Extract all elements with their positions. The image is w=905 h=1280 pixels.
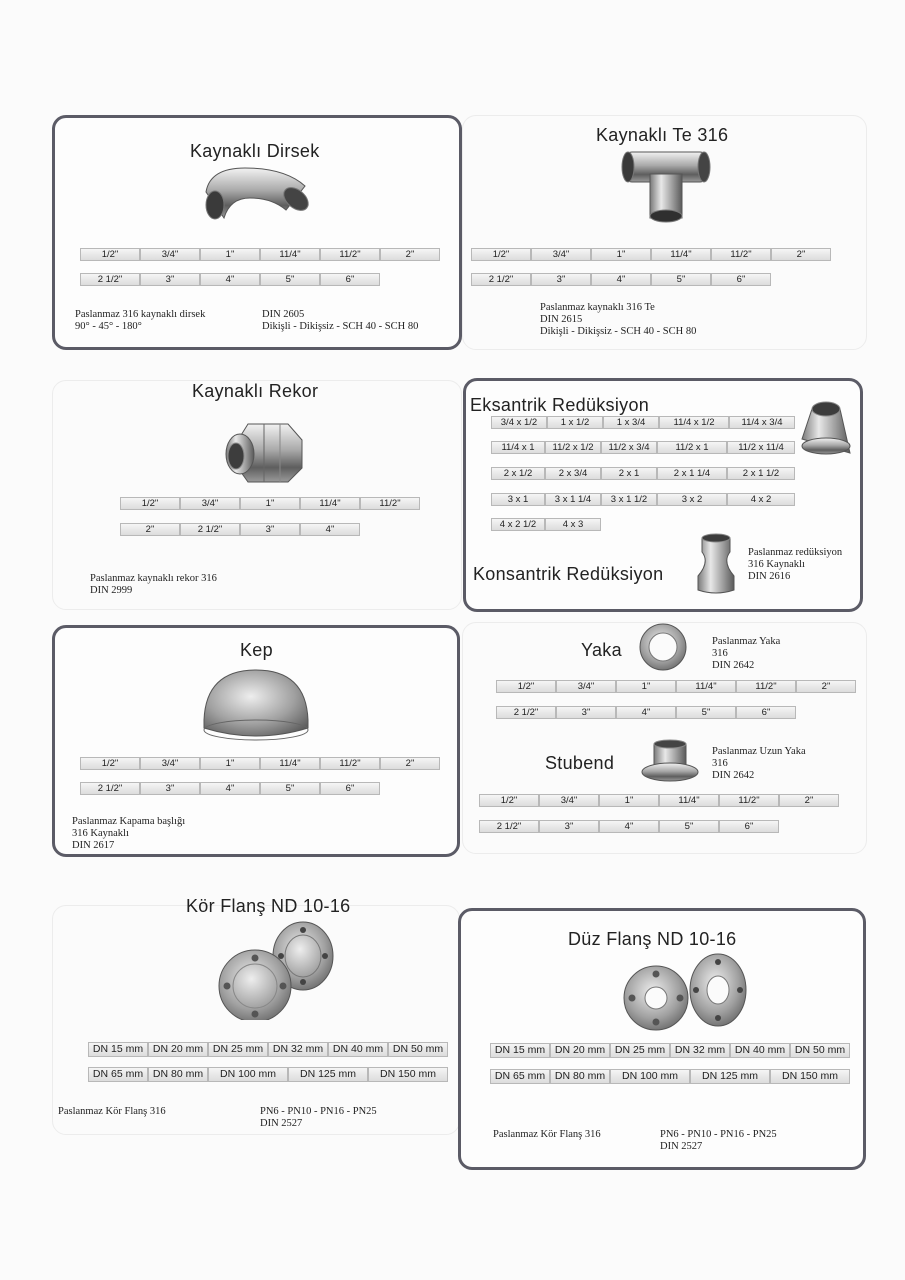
note-line: DIN 2999	[90, 585, 133, 596]
size-cell: 5"	[260, 782, 320, 795]
note-line: Paslanmaz kaynaklı rekor 316	[90, 573, 217, 584]
size-cell: 11/2"	[320, 248, 380, 261]
size-cell: 11/4 x 3/4	[729, 416, 795, 429]
size-cell: 11/4"	[300, 497, 360, 510]
title-kor-flans: Kör Flanş ND 10-16	[186, 896, 351, 916]
size-cell: 3/4"	[531, 248, 591, 261]
size-cell: 11/4"	[676, 680, 736, 693]
size-cell: 3 x 1	[491, 493, 545, 506]
rekor-description	[90, 573, 217, 597]
size-cell: 2"	[380, 757, 440, 770]
size-cell: 4 x 3	[545, 518, 601, 531]
size-cell: 11/2 x 1	[657, 441, 727, 454]
size-cell: 11/4"	[651, 248, 711, 261]
note-line: 316	[712, 648, 728, 659]
dn-cell: DN 20 mm	[148, 1042, 208, 1057]
size-cell: 3"	[531, 273, 591, 286]
size-cell: 2"	[380, 248, 440, 261]
te-description	[540, 302, 696, 338]
size-row-2	[80, 273, 380, 286]
note-line: DIN 2642	[712, 770, 755, 781]
reducer-row-5	[491, 518, 601, 531]
size-cell: 11/2 x 3/4	[601, 441, 657, 454]
note-line: Dikişli - Dikişsiz - SCH 40 - SCH 80	[540, 326, 697, 337]
dn-cell: DN 80 mm	[550, 1069, 610, 1084]
title-stubend: Stubend	[545, 753, 615, 773]
size-cell: 1"	[200, 757, 260, 770]
tee-product-image	[620, 148, 712, 224]
size-cell: 5"	[651, 273, 711, 286]
size-row-2	[471, 273, 771, 286]
size-cell: 4"	[591, 273, 651, 286]
size-cell: 6"	[320, 782, 380, 795]
note-line: Paslanmaz 316 kaynaklı dirsek	[75, 309, 206, 320]
size-row-2	[496, 706, 796, 719]
dn-cell: DN 65 mm	[490, 1069, 550, 1084]
yaka-description	[712, 636, 780, 672]
dn-cell: DN 50 mm	[388, 1042, 448, 1057]
collar-product-image	[638, 622, 688, 672]
stubend-product-image	[640, 738, 700, 784]
size-cell: 3"	[140, 782, 200, 795]
size-row-1	[120, 497, 420, 510]
note-line: Paslanmaz redüksiyon	[748, 547, 843, 558]
size-cell: 11/2"	[711, 248, 771, 261]
size-row-2	[80, 782, 380, 795]
size-cell: 3 x 1 1/4	[545, 493, 601, 506]
title-kaynakli-dirsek: Kaynaklı Dirsek	[190, 141, 320, 161]
size-cell: 1 x 3/4	[603, 416, 659, 429]
size-cell: 2 x 1/2	[491, 467, 545, 480]
size-cell: 3/4 x 1/2	[491, 416, 547, 429]
size-cell: 4 x 2 1/2	[491, 518, 545, 531]
duz-flans-description	[493, 1129, 601, 1141]
size-cell: 3"	[539, 820, 599, 833]
size-cell: 2"	[771, 248, 831, 261]
size-cell: 11/4 x 1/2	[659, 416, 729, 429]
size-row-2	[479, 820, 779, 833]
note-line: DIN 2615	[540, 314, 583, 325]
size-cell: 11/4"	[260, 757, 320, 770]
title-kep: Kep	[240, 640, 273, 660]
dn-row-2	[88, 1067, 448, 1082]
dn-cell: DN 40 mm	[328, 1042, 388, 1057]
kep-description	[72, 816, 185, 852]
size-cell: 6"	[719, 820, 779, 833]
note-line: Paslanmaz Kapama başlığı	[72, 816, 186, 827]
title-konsantrik-reduksiyon: Konsantrik Redüksiyon	[473, 564, 664, 584]
size-cell: 1/2"	[479, 794, 539, 807]
size-cell: 3"	[140, 273, 200, 286]
size-cell: 1 x 1/2	[547, 416, 603, 429]
size-cell: 2"	[779, 794, 839, 807]
size-cell: 3/4"	[180, 497, 240, 510]
note-line: DIN 2527	[660, 1141, 703, 1152]
size-cell: 1/2"	[496, 680, 556, 693]
size-cell: 6"	[711, 273, 771, 286]
dn-row-1	[490, 1043, 850, 1058]
size-cell: 4"	[300, 523, 360, 536]
size-cell: 3"	[556, 706, 616, 719]
concentric-reducer-image	[692, 530, 740, 596]
title-eksantrik-reduksiyon: Eksantrik Redüksiyon	[470, 395, 650, 415]
reducer-row-3	[491, 467, 795, 480]
size-cell: 11/2"	[320, 757, 380, 770]
size-cell: 11/2"	[719, 794, 779, 807]
size-cell: 1"	[599, 794, 659, 807]
size-cell: 3/4"	[140, 757, 200, 770]
dn-cell: DN 150 mm	[770, 1069, 850, 1084]
size-cell: 3"	[240, 523, 300, 536]
size-cell: 11/2"	[736, 680, 796, 693]
size-cell: 2 1/2"	[80, 273, 140, 286]
dn-cell: DN 20 mm	[550, 1043, 610, 1058]
size-cell: 5"	[260, 273, 320, 286]
elbow-product-image	[200, 162, 315, 224]
reduksiyon-description	[748, 547, 842, 583]
size-cell: 3/4"	[140, 248, 200, 261]
size-cell: 5"	[676, 706, 736, 719]
size-cell: 2 1/2"	[479, 820, 539, 833]
title-kaynakli-te: Kaynaklı Te 316	[596, 125, 729, 145]
size-row-2	[120, 523, 360, 536]
size-cell: 2 x 3/4	[545, 467, 601, 480]
dn-cell: DN 125 mm	[690, 1069, 770, 1084]
cap-product-image	[200, 664, 312, 744]
size-cell: 4"	[616, 706, 676, 719]
size-cell: 2 1/2"	[496, 706, 556, 719]
size-cell: 2"	[120, 523, 180, 536]
dn-cell: DN 25 mm	[610, 1043, 670, 1058]
size-cell: 5"	[659, 820, 719, 833]
size-cell: 1/2"	[120, 497, 180, 510]
note-line: Paslanmaz Kör Flanş 316	[58, 1106, 166, 1117]
size-cell: 1"	[616, 680, 676, 693]
reducer-row-2	[491, 441, 795, 454]
size-cell: 3/4"	[539, 794, 599, 807]
size-cell: 11/2 x 1/2	[545, 441, 601, 454]
title-yaka: Yaka	[581, 640, 622, 660]
note-line: DIN 2616	[748, 571, 791, 582]
size-row-1	[80, 248, 440, 261]
dn-cell: DN 50 mm	[790, 1043, 850, 1058]
title-kaynakli-rekor: Kaynaklı Rekor	[192, 381, 319, 401]
size-cell: 4 x 2	[727, 493, 795, 506]
dn-cell: DN 100 mm	[208, 1067, 288, 1082]
dn-cell: DN 80 mm	[148, 1067, 208, 1082]
size-cell: 1"	[591, 248, 651, 261]
slip-on-flange-image	[620, 952, 748, 1032]
size-cell: 6"	[736, 706, 796, 719]
size-cell: 2 x 1 1/4	[657, 467, 727, 480]
note-line: DIN 2527	[260, 1118, 303, 1129]
dn-cell: DN 100 mm	[610, 1069, 690, 1084]
dirsek-description	[75, 309, 205, 333]
note-line: DIN 2605	[262, 309, 305, 320]
dn-cell: DN 150 mm	[368, 1067, 448, 1082]
kor-flans-standard	[260, 1106, 377, 1130]
dn-cell: DN 15 mm	[88, 1042, 148, 1057]
size-cell: 11/4"	[659, 794, 719, 807]
note-line: PN6 - PN10 - PN16 - PN25	[660, 1129, 777, 1140]
size-cell: 3 x 1 1/2	[601, 493, 657, 506]
size-cell: 11/4 x 1	[491, 441, 545, 454]
eccentric-reducer-image	[798, 395, 854, 457]
note-line: PN6 - PN10 - PN16 - PN25	[260, 1106, 377, 1117]
size-cell: 3/4"	[556, 680, 616, 693]
note-line: Paslanmaz Uzun Yaka	[712, 746, 806, 757]
note-line: Dikişli - Dikişsiz - SCH 40 - SCH 80	[262, 321, 419, 332]
size-cell: 11/4"	[260, 248, 320, 261]
size-cell: 2 x 1 1/2	[727, 467, 795, 480]
note-line: DIN 2617	[72, 840, 115, 851]
dirsek-standard	[262, 309, 418, 333]
note-line: 316 Kaynaklı	[72, 828, 129, 839]
dn-row-2	[490, 1069, 850, 1084]
note-line: 316	[712, 758, 728, 769]
size-cell: 1"	[200, 248, 260, 261]
size-cell: 2"	[796, 680, 856, 693]
size-cell: 2 x 1	[601, 467, 657, 480]
dn-cell: DN 125 mm	[288, 1067, 368, 1082]
stubend-description	[712, 746, 806, 782]
size-cell: 6"	[320, 273, 380, 286]
kor-flans-description	[58, 1106, 166, 1118]
dn-cell: DN 40 mm	[730, 1043, 790, 1058]
size-row-1	[496, 680, 856, 693]
size-cell: 2 1/2"	[80, 782, 140, 795]
size-cell: 11/2 x 11/4	[727, 441, 795, 454]
note-line: Paslanmaz Yaka	[712, 636, 781, 647]
size-cell: 3 x 2	[657, 493, 727, 506]
union-product-image	[218, 418, 310, 488]
dn-row-1	[88, 1042, 448, 1057]
size-cell: 2 1/2"	[471, 273, 531, 286]
size-cell: 1/2"	[80, 248, 140, 261]
size-cell: 1"	[240, 497, 300, 510]
size-row-1	[479, 794, 839, 807]
size-row-1	[471, 248, 831, 261]
note-line: Paslanmaz Kör Flanş 316	[493, 1129, 601, 1140]
size-cell: 4"	[599, 820, 659, 833]
size-cell: 1/2"	[471, 248, 531, 261]
dn-cell: DN 65 mm	[88, 1067, 148, 1082]
note-line: 316 Kaynaklı	[748, 559, 805, 570]
size-row-1	[80, 757, 440, 770]
note-line: DIN 2642	[712, 660, 755, 671]
size-cell: 11/2"	[360, 497, 420, 510]
dn-cell: DN 32 mm	[670, 1043, 730, 1058]
size-cell: 4"	[200, 273, 260, 286]
reducer-row-4	[491, 493, 795, 506]
dn-cell: DN 15 mm	[490, 1043, 550, 1058]
size-cell: 2 1/2"	[180, 523, 240, 536]
blind-flange-image	[215, 918, 340, 1020]
reducer-row-1	[491, 416, 795, 429]
note-line: 90° - 45° - 180°	[75, 321, 142, 332]
size-cell: 1/2"	[80, 757, 140, 770]
note-line: Paslanmaz kaynaklı 316 Te	[540, 302, 655, 313]
dn-cell: DN 25 mm	[208, 1042, 268, 1057]
dn-cell: DN 32 mm	[268, 1042, 328, 1057]
duz-flans-standard	[660, 1129, 777, 1153]
title-duz-flans: Düz Flanş ND 10-16	[568, 929, 737, 949]
size-cell: 4"	[200, 782, 260, 795]
